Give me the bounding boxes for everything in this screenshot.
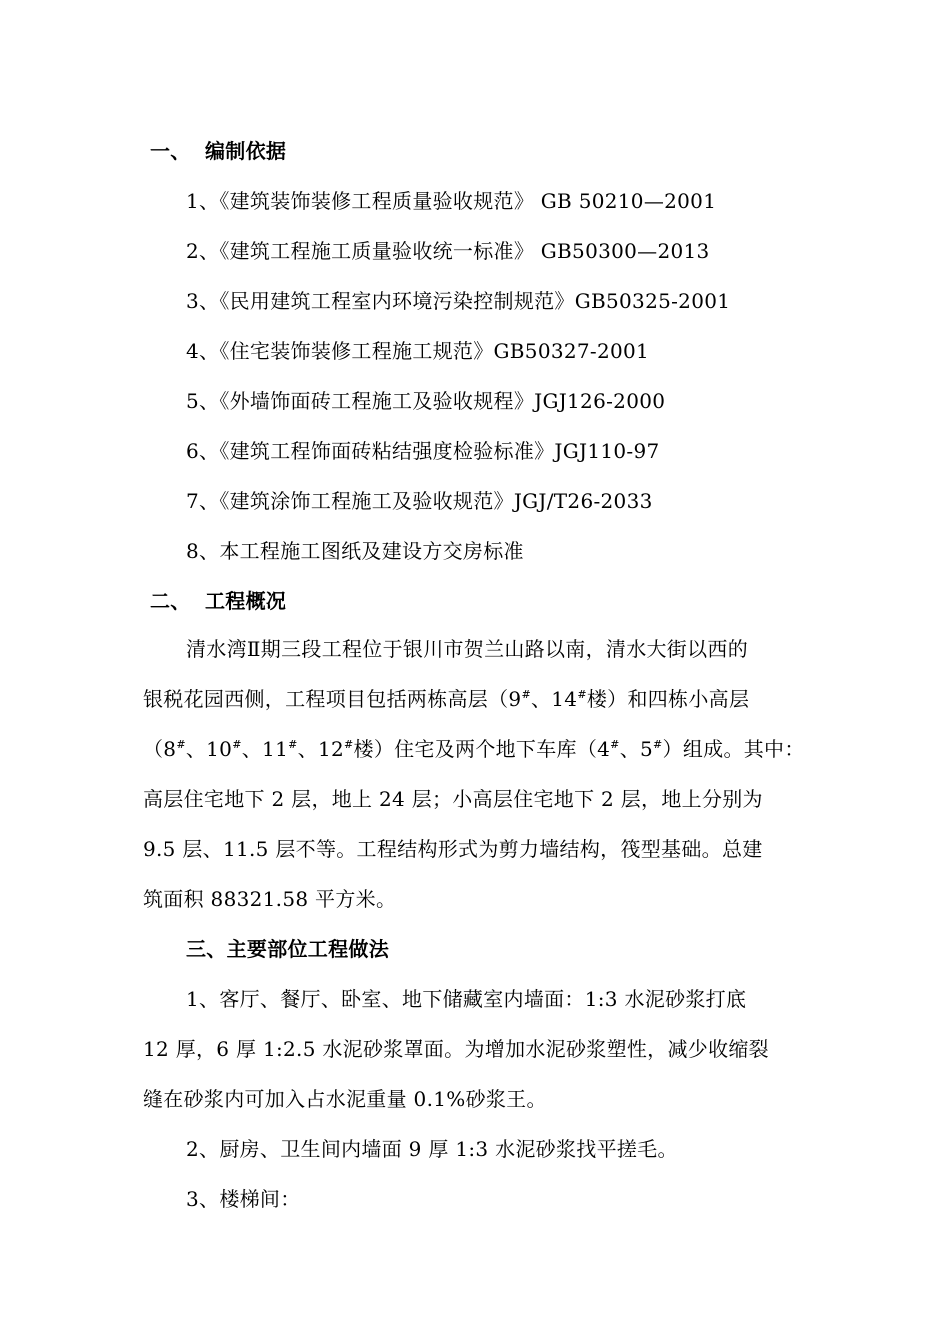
- paragraph-line: 高层住宅地下 2 层，地上 24 层；小高层住宅地下 2 层，地上分别为: [143, 787, 763, 811]
- mark-sup: #: [653, 738, 663, 751]
- paragraph-line: （8#、10#、11#、12#楼）住宅及两个地下车库（4#、5#）组成。其中：: [143, 737, 805, 761]
- mark-sup: #: [288, 738, 298, 751]
- paragraph-line: 银税花园西侧，工程项目包括两栋高层（9#、14#楼）和四栋小高层: [143, 687, 750, 711]
- section-heading-methods: 三、主要部位工程做法: [186, 937, 389, 961]
- list-item: 5、《外墙饰面砖工程施工及验收规程》JGJ126-2000: [186, 389, 666, 413]
- section-number: 二、: [150, 589, 191, 613]
- paragraph-line: 1、客厅、餐厅、卧室、地下储藏室内墙面：1:3 水泥砂浆打底: [186, 987, 747, 1011]
- paragraph-line: 12 厚，6 厚 1:2.5 水泥砂浆罩面。为增加水泥砂浆塑性，减少收缩裂: [143, 1037, 769, 1061]
- paragraph-line: 缝在砂浆内可加入占水泥重量 0.1%砂浆王。: [143, 1087, 547, 1111]
- list-item: 8、本工程施工图纸及建设方交房标准: [186, 539, 524, 563]
- mark-sup: #: [344, 738, 354, 751]
- section-title: 工程概况: [205, 589, 287, 613]
- section-title: 编制依据: [205, 139, 287, 163]
- list-item: 7、《建筑涂饰工程施工及验收规范》JGJ/T26-2033: [186, 489, 653, 513]
- paragraph-line: 3、楼梯间：: [186, 1187, 301, 1211]
- mark-sup: #: [176, 738, 186, 751]
- mark-sup: #: [577, 688, 587, 701]
- paragraph-line: 筑面积 88321.58 平方米。: [143, 887, 397, 911]
- list-item: 3、《民用建筑工程室内环境污染控制规范》GB50325-2001: [186, 289, 731, 313]
- mark-sup: #: [521, 688, 531, 701]
- paragraph-line: 清水湾Ⅱ期三段工程位于银川市贺兰山路以南，清水大街以西的: [186, 637, 748, 661]
- section-heading-basis: [150, 136, 286, 166]
- list-item: 2、《建筑工程施工质量验收统一标准》 GB50300—2013: [186, 239, 710, 263]
- list-item: 6、《建筑工程饰面砖粘结强度检验标准》JGJ110-97: [186, 439, 660, 463]
- mark-sup: #: [232, 738, 242, 751]
- section-number: 一、: [150, 139, 191, 163]
- list-item: 1、《建筑装饰装修工程质量验收规范》 GB 50210—2001: [186, 189, 717, 213]
- paragraph-line: 9.5 层、11.5 层不等。工程结构形式为剪力墙结构，筏型基础。总建: [143, 837, 763, 861]
- mark-sup: #: [610, 738, 620, 751]
- paragraph-line: 2、厨房、卫生间内墙面 9 厚 1:3 水泥砂浆找平搓毛。: [186, 1137, 678, 1161]
- section-heading-overview: [150, 586, 286, 616]
- list-item: 4、《住宅装饰装修工程施工规范》GB50327-2001: [186, 339, 650, 363]
